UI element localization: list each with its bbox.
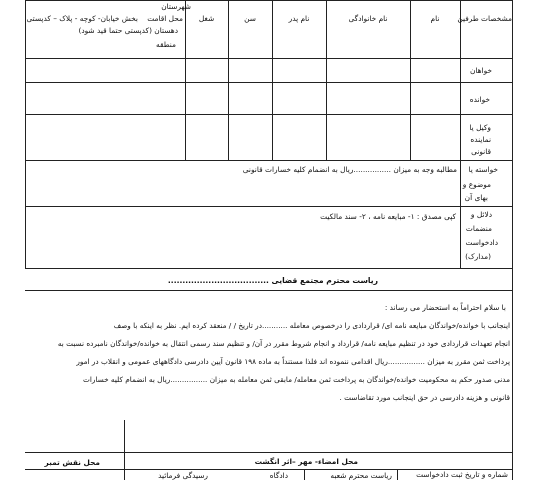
- paragraph-line: قانونی و هزینه دادرسی در حق اینجانب مورد تقاضاست .: [339, 393, 510, 402]
- evidence-text[interactable]: کپی مصدق : ۱- مبایعه نامه ، ۲- سند مالکیت: [320, 212, 456, 221]
- row-attorney-2: نماینده: [470, 135, 491, 144]
- court-label: دادگاه: [269, 471, 288, 480]
- header-family-name: نام خانوادگی: [348, 14, 388, 23]
- file-to-label: رسیدگی فرمائید: [158, 471, 208, 480]
- header-job: شغل: [198, 14, 215, 23]
- header-parties: مشخصات طرفین: [457, 14, 512, 23]
- signature-place-label: محل امضاء- مهر –اثر انگشت: [254, 457, 358, 466]
- header-residence-district: دهستان (کدپستی حتما قید شود): [78, 26, 178, 35]
- row-attorney-1: وکیل یا: [469, 123, 491, 132]
- paragraph-line: مدنی صدور حکم به محکومیت خوانده/خواندگان به پرداخت ثمن معامله/ مابقی ثمن معامله به میزان ................ریال به انضمام کلیه خسارات: [82, 375, 510, 384]
- demand-text[interactable]: مطالبه وجه به میزان ................ریال به انضمام کلیه خسارات قانونی: [242, 165, 457, 174]
- stamp-place-label: محل نقش تمبر: [44, 458, 100, 467]
- registration-label: شماره و تاریخ ثبت دادخواست: [416, 470, 508, 479]
- row-evidence-label-2: منضمات: [465, 224, 492, 233]
- header-residence-label: محل اقامت: [147, 14, 183, 23]
- row-evidence-label-3: دادخواست: [465, 238, 498, 247]
- row-evidence-label-4: (مدارک): [465, 252, 491, 261]
- row-plaintiff: خواهان: [469, 66, 492, 75]
- row-demand-label-3: بهای آن: [464, 193, 488, 202]
- header-father-name: نام پدر: [288, 14, 310, 23]
- header-age: سن: [244, 14, 256, 23]
- row-attorney-3: قانونی: [471, 147, 491, 156]
- row-demand-label-1: خواسته یا: [468, 165, 498, 174]
- header-name: نام: [430, 14, 440, 23]
- header-residence-region: منطقه: [156, 40, 176, 49]
- paragraph-line: انجام تعهدات قراردادی خود در تنظیم مبایعه نامه/ قرارداد و انجام شروط مقرر در آن/ و تنظیم سند رسمی انتقال به خوانده/خواندگان نامبرده نسبت به: [57, 339, 510, 348]
- header-residence-street: بخش خیابان- کوچه - پلاک – کدپستی: [26, 14, 138, 23]
- branch-referral-label: ریاست محترم شعبه: [330, 471, 392, 480]
- paragraph-line: پرداخت ثمن مقرر به میزان ................ریال اقدامی ننموده اند فلذا مستنداً به ماده ۱۹۸ قانون آیین دادرسی دادگاههای عمومی و انقلاب در امور: [76, 357, 510, 366]
- row-defendant: خوانده: [469, 95, 490, 104]
- row-demand-label-2: موضوع و: [462, 180, 491, 189]
- paragraph-line: اینجانب با خوانده/خواندگان مبایعه نامه ای/ قراردادی را درخصوص معامله ...........در تاریخ / / منعقد کرده ایم. نظر به اینکه با وصف: [113, 321, 510, 330]
- greeting: با سلام احتراماً به استحضار می رساند :: [384, 303, 506, 312]
- row-evidence-label-1: دلائل و: [470, 210, 492, 219]
- header-residence-county: شهرستان: [161, 2, 191, 11]
- addressee-title: ریاست محترم مجتمع قضایی ...................................: [167, 276, 378, 285]
